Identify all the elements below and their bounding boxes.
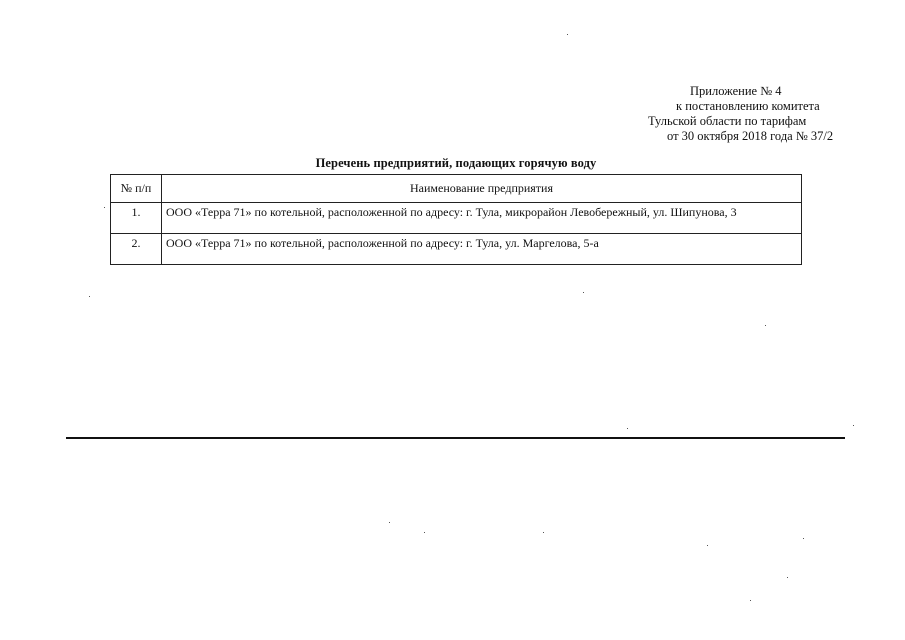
scan-speck (707, 545, 708, 546)
scan-speck (567, 34, 568, 35)
scan-speck (104, 207, 105, 208)
table-row (111, 234, 802, 265)
scan-speck (787, 577, 788, 578)
scan-speck (389, 522, 390, 523)
document-title: Перечень предприятий, подающих горячую воду (315, 156, 597, 170)
scan-speck (765, 325, 766, 326)
row-number: 2. (111, 234, 162, 265)
scan-speck (424, 532, 425, 533)
scan-speck (543, 532, 544, 533)
appendix-block (640, 84, 850, 144)
appendix-date: от 30 октября 2018 года № 37/2 (667, 129, 834, 143)
scan-speck (583, 292, 584, 293)
enterprise-name: ООО «Терра 71» по котельной, расположенной по адресу: г. Тула, микрорайон Левобережный, ул. Шипунова, 3 (162, 203, 802, 234)
horizontal-rule (66, 437, 845, 439)
scan-speck (803, 538, 804, 539)
enterprise-name: ООО «Терра 71» по котельной, расположенной по адресу: г. Тула, ул. Маргелова, 5-а (162, 234, 802, 265)
header-number: № п/п (111, 175, 162, 203)
table-row (111, 203, 802, 234)
scan-speck (853, 425, 854, 426)
header-enterprise-name: Наименование предприятия (162, 175, 802, 203)
appendix-number: Приложение № 4 (690, 84, 782, 98)
appendix-committee: Тульской области по тарифам (648, 114, 807, 128)
scan-speck (750, 600, 751, 601)
scan-speck (627, 428, 628, 429)
scan-speck (89, 296, 90, 297)
table-header-row (111, 175, 802, 203)
appendix-reference: к постановлению комитета (676, 99, 820, 113)
row-number: 1. (111, 203, 162, 234)
enterprises-table (110, 174, 802, 265)
